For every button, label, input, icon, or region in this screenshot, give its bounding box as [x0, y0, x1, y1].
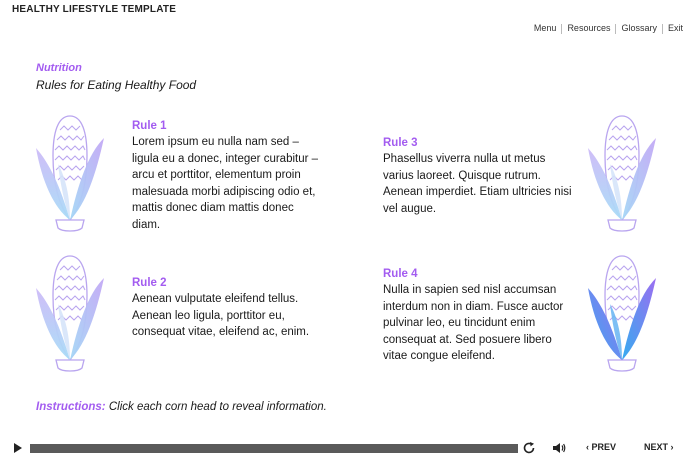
corn-icon	[34, 252, 106, 380]
rule-4-panel	[383, 268, 573, 365]
prev-button[interactable]: ‹ PREV	[586, 442, 617, 452]
nav-glossary[interactable]: Glossary	[621, 23, 657, 33]
next-button[interactable]: NEXT ›	[644, 442, 674, 452]
app-title: HEALTHY LIFESTYLE TEMPLATE	[12, 4, 177, 15]
rule-2-title: Rule 2	[132, 277, 167, 289]
rule-2-body: Aenean vulputate eleifend tellus. Aenean leo ligula, porttitor eu, consequat vitae, eleifend ac, enim.	[132, 293, 310, 338]
rule-1-panel	[132, 120, 322, 233]
lesson-heading: Rules for Eating Healthy Food	[36, 78, 197, 92]
corn-rule-4-button[interactable]	[586, 252, 658, 380]
instructions-text: Click each corn head to reveal information.	[105, 401, 327, 413]
nav-resources[interactable]: Resources	[567, 23, 611, 33]
rule-4-body: Nulla in sapien sed nisl accumsan interdum non in diam. Fusce auctor pulvinar leo, eu tincidunt enim consequat at. Sed posuere libero vitae congue eleifend.	[383, 284, 564, 362]
rule-1-title: Rule 1	[132, 120, 167, 132]
nav-menu[interactable]: Menu	[533, 23, 557, 33]
rule-1-body: Lorem ipsum eu nulla nam sed – ligula eu a donec, integer curabitur – arcu et porttitor, elementum proin malesuada morbi adipiscing odio et, mattis donec diam mattis donec diam.	[132, 136, 319, 231]
rule-3-title: Rule 3	[383, 137, 418, 149]
replay-icon[interactable]	[522, 441, 536, 455]
rule-3-panel	[383, 137, 573, 217]
rule-3-body: Phasellus viverra nulla ut metus varius laoreet. Quisque rutrum. Aenean imperdiet. Etiam ultricies nisi vel augue.	[383, 153, 572, 215]
nav-exit[interactable]: Exit	[667, 23, 683, 33]
corn-rule-2-button[interactable]	[34, 252, 106, 380]
instructions-label: Instructions:	[36, 401, 106, 413]
top-navigation	[529, 23, 688, 34]
rule-4-title: Rule 4	[383, 268, 418, 280]
instructions	[36, 401, 327, 413]
rule-2-panel	[132, 277, 322, 341]
corn-icon	[34, 112, 106, 240]
play-icon[interactable]	[14, 443, 22, 453]
corn-icon	[586, 252, 658, 380]
lesson-subtitle: Nutrition	[36, 62, 82, 74]
corn-rule-1-button[interactable]	[34, 112, 106, 240]
volume-icon[interactable]	[552, 441, 566, 455]
player-controls	[0, 438, 700, 460]
progress-fill	[30, 444, 518, 453]
corn-icon	[586, 112, 658, 240]
progress-bar[interactable]	[30, 444, 518, 453]
corn-rule-3-button[interactable]	[586, 112, 658, 240]
